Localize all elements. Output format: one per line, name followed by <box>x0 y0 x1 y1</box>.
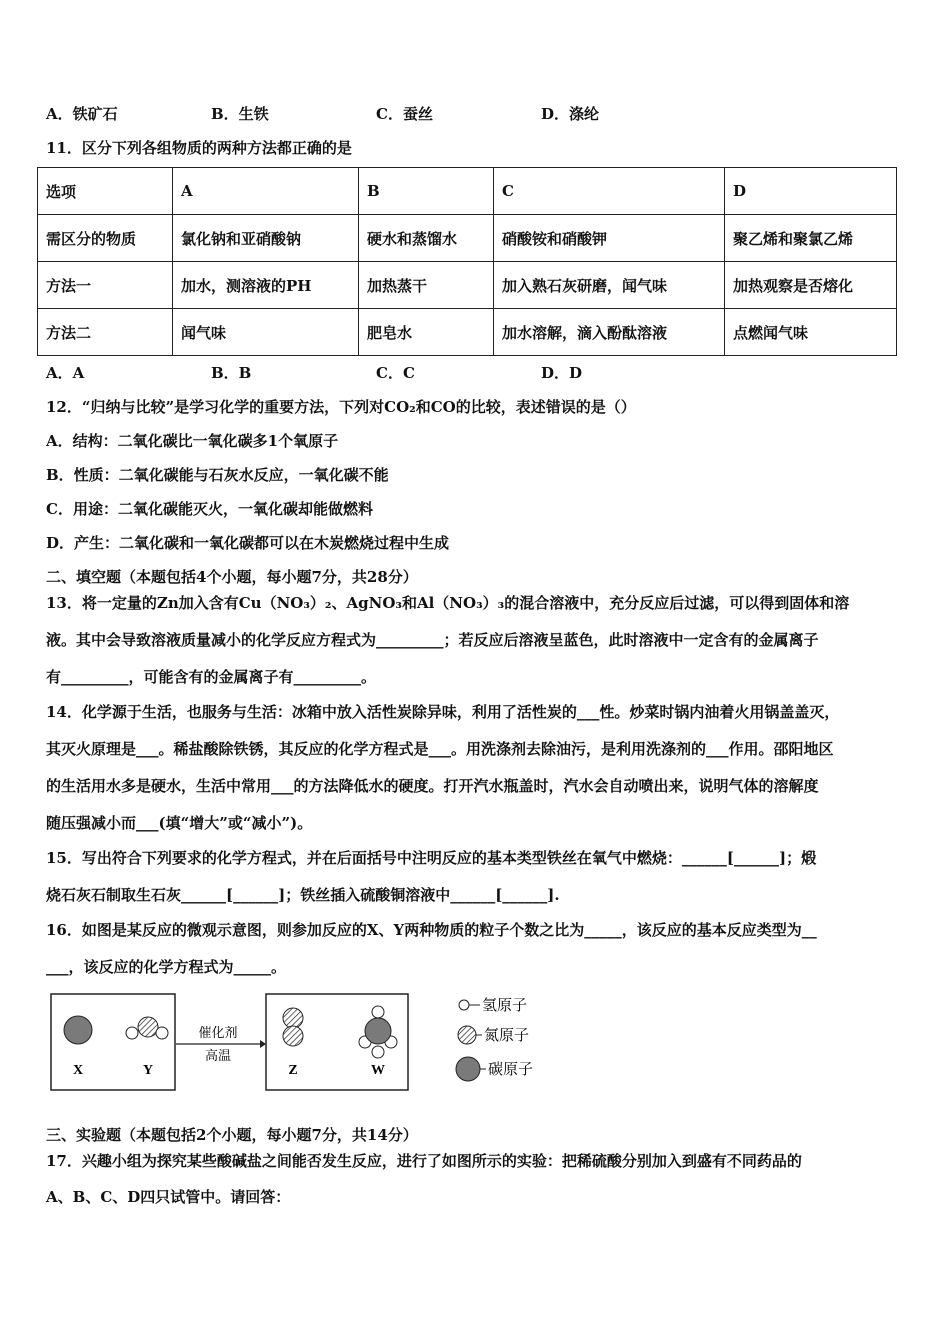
q17-line-2: A、B、C、D四只试管中。请回答： <box>46 1188 291 1206</box>
legend-hydrogen-label: 氢原子 <box>482 996 528 1014</box>
q12-option-c: C．用途：二氧化碳能灭火，一氧化碳却能做燃料 <box>46 500 373 518</box>
label-x: X <box>72 1063 84 1078</box>
table-cell: 加热观察是否熔化 <box>725 262 897 309</box>
legend-carbon-icon <box>456 1057 480 1081</box>
q16-line-2: ___，该反应的化学方程式为_____。 <box>46 958 287 976</box>
q14-line-4: 随压强减小而___(填“增大”或“减小”)。 <box>46 814 313 832</box>
nitrogen-atom <box>283 1008 303 1028</box>
q11-options <box>46 362 582 383</box>
legend-nitrogen-label: 氮原子 <box>484 1026 530 1044</box>
table-cell: C <box>494 168 725 215</box>
table-cell: 聚乙烯和聚氯乙烯 <box>725 215 897 262</box>
label-condition: 高温 <box>204 1049 232 1064</box>
q10-options <box>46 103 599 124</box>
label-w: W <box>371 1063 385 1078</box>
q13-line-2: 液。其中会导致溶液质量减小的化学反应方程式为_________；若反应后溶液呈蓝色，此时溶液中一定含有的金属离子 <box>46 631 819 649</box>
table-cell: 需区分的物质 <box>38 215 173 262</box>
q14-line-2: 其灭火原理是___。稀盐酸除铁锈，其反应的化学方程式是___。用洗涤剂去除油污，是利用洗涤剂的___作用。邵阳地区 <box>46 740 834 758</box>
table-cell: 点燃闻气味 <box>725 309 897 356</box>
legend-hydrogen-icon <box>459 1000 469 1010</box>
hydrogen-atom <box>156 1027 168 1039</box>
carbon-atom <box>365 1018 391 1044</box>
q14-line-3: 的生活用水多是硬水，生活中常用___的方法降低水的硬度。打开汽水瓶盖时，汽水会自动喷出来，说明气体的溶解度 <box>46 777 819 795</box>
q13-line-3: 有_________，可能含有的金属离子有_________。 <box>46 668 377 686</box>
table-cell: 加入熟石灰研磨，闻气味 <box>494 262 725 309</box>
nitrogen-atom <box>283 1026 303 1046</box>
table-row <box>38 168 897 215</box>
table-cell: 肥皂水 <box>359 309 494 356</box>
table-cell: A <box>173 168 359 215</box>
q13-line-1: 13．将一定量的Zn加入含有Cu（NO₃）₂、AgNO₃和Al（NO₃）₃的混合溶液中，充分反应后过滤，可以得到固体和溶 <box>46 594 850 612</box>
table-cell: 闻气味 <box>173 309 359 356</box>
section-3-heading: 三、实验题（本题包括2个小题，每小题7分，共14分） <box>46 1126 418 1144</box>
table-cell: 加热蒸干 <box>359 262 494 309</box>
q10-option-c: C．蚕丝 <box>376 105 433 123</box>
q11-option-c: C．C <box>376 364 415 382</box>
q12-option-b: B．性质：二氧化碳能与石灰水反应，一氧化碳不能 <box>46 466 389 484</box>
legend-carbon-label: 碳原子 <box>488 1060 534 1078</box>
table-row <box>38 262 897 309</box>
table-cell: 选项 <box>38 168 173 215</box>
legend-nitrogen-icon <box>458 1026 476 1044</box>
table-cell: 氯化钠和亚硝酸钠 <box>173 215 359 262</box>
table-row <box>38 215 897 262</box>
reaction-diagram <box>50 990 570 1095</box>
section-2-heading: 二、填空题（本题包括4个小题，每小题7分，共28分） <box>46 568 418 586</box>
q11-option-d: D．D <box>541 364 583 382</box>
hydrogen-atom <box>126 1027 138 1039</box>
table-cell: 加水，测溶液的PH <box>173 262 359 309</box>
q11-table <box>37 167 897 356</box>
reactants-box <box>51 994 175 1090</box>
table-cell: B <box>359 168 494 215</box>
hydrogen-atom <box>372 1046 384 1058</box>
q12-stem: 12．“归纳与比较”是学习化学的重要方法，下列对CO₂和CO的比较，表述错误的是（） <box>46 398 636 416</box>
q10-option-d: D．涤纶 <box>541 105 600 123</box>
q15-line-1: 15．写出符合下列要求的化学方程式，并在后面括号中注明反应的基本类型铁丝在氧气中燃烧：______[______]；煅 <box>46 849 817 867</box>
q10-option-a: A．铁矿石 <box>46 105 118 123</box>
table-cell: 方法一 <box>38 262 173 309</box>
table-cell: 硬水和蒸馏水 <box>359 215 494 262</box>
label-z: Z <box>288 1063 298 1078</box>
table-row <box>38 309 897 356</box>
q10-option-b: B．生铁 <box>211 105 269 123</box>
table-cell: 方法二 <box>38 309 173 356</box>
hydrogen-atom <box>372 1006 384 1018</box>
q11-stem: 11．区分下列各组物质的两种方法都正确的是 <box>46 139 352 157</box>
table-cell: 加水溶解，滴入酚酞溶液 <box>494 309 725 356</box>
table-cell: D <box>725 168 897 215</box>
q12-option-a: A．结构：二氧化碳比一氧化碳多1个氧原子 <box>46 432 339 450</box>
label-catalyst: 催化剂 <box>198 1026 238 1041</box>
table-cell: 硝酸铵和硝酸钾 <box>494 215 725 262</box>
arrow-head-icon <box>260 1040 266 1048</box>
q15-line-2: 烧石灰石制取生石灰______[______]；铁丝插入硫酸铜溶液中______[______]. <box>46 886 560 904</box>
nitrogen-atom <box>138 1017 158 1037</box>
q17-line-1: 17．兴趣小组为探究某些酸碱盐之间能否发生反应，进行了如图所示的实验：把稀硫酸分别加入到盛有不同药品的 <box>46 1152 802 1170</box>
label-y: Y <box>142 1063 154 1078</box>
carbon-atom-x <box>64 1016 92 1044</box>
q12-option-d: D．产生：二氧化碳和一氧化碳都可以在木炭燃烧过程中生成 <box>46 534 450 552</box>
q16-line-1: 16．如图是某反应的微观示意图，则参加反应的X、Y两种物质的粒子个数之比为_____，该反应的基本反应类型为__ <box>46 921 817 939</box>
q14-line-1: 14．化学源于生活，也服务与生活：冰箱中放入活性炭除异味，利用了活性炭的___性。炒菜时锅内油着火用锅盖盖灭， <box>46 703 840 721</box>
q11-option-b: B．B <box>211 364 252 382</box>
q11-option-a: A．A <box>46 364 85 382</box>
